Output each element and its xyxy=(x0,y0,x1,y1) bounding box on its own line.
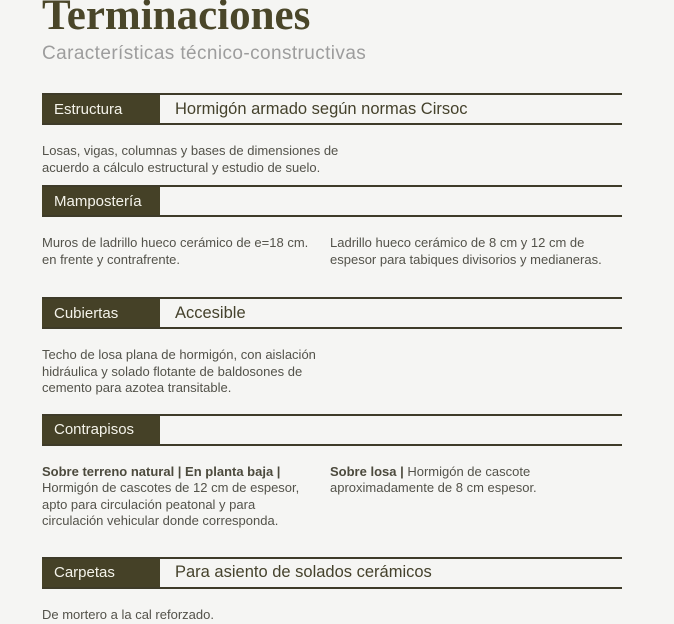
page-title: Terminaciones xyxy=(42,0,311,39)
section-label: Estructura xyxy=(42,95,160,123)
section-body xyxy=(42,347,622,397)
body-paragraph: Losas, vigas, columnas y bases de dimensiones de acuerdo a cálculo estructural y estudio de suelo. xyxy=(42,143,339,175)
section-label: Contrapisos xyxy=(42,416,160,444)
body-column-right xyxy=(330,464,622,530)
body-column-left: Muros de ladrillo hueco cerámico de e=18 cm. en frente y contrafrente. xyxy=(42,235,309,267)
body-text: Hormigón de cascotes de 12 cm de espesor, apto para circulación peatonal y para circulación vehicular donde corresponda. xyxy=(42,480,300,528)
section-header-bar xyxy=(42,414,622,446)
section-label: Mampostería xyxy=(42,187,160,215)
body-lead-bold: Sobre losa | xyxy=(330,463,408,479)
section-bar-title: Para asiento de solados cerámicos xyxy=(175,563,432,581)
section-mamposteria xyxy=(42,185,622,268)
section-header-bar xyxy=(42,93,622,125)
section-body xyxy=(42,607,622,624)
body-paragraph: De mortero a la cal reforzado. xyxy=(42,606,214,622)
body-column-left xyxy=(42,464,330,530)
section-body xyxy=(42,143,622,176)
section-body xyxy=(42,464,622,530)
section-label: Cubiertas xyxy=(42,299,160,327)
body-paragraph: Techo de losa plana de hormigón, con aislación hidráulica y solado flotante de baldosones de cemento para azotea transitable. xyxy=(42,347,316,395)
section-header-bar xyxy=(42,297,622,329)
section-bar-title: Accesible xyxy=(175,303,246,322)
body-column-right: Ladrillo hueco cerámico de 8 cm y 12 cm de espesor para tabiques divisorios y medianeras. xyxy=(330,235,602,267)
page-subtitle: Características técnico-constructivas xyxy=(42,43,367,64)
section-estructura xyxy=(42,93,622,176)
section-header-bar xyxy=(42,185,622,217)
section-cubiertas xyxy=(42,297,622,397)
body-lead-bold: Sobre terreno natural | En planta baja | xyxy=(42,463,281,479)
section-bar-title: Hormigón armado según normas Cirsoc xyxy=(175,99,468,118)
section-bar-title xyxy=(160,416,175,444)
body-text: Hormigón de cascote aproximadamente de 8 cm espesor. xyxy=(330,463,537,495)
section-label: Carpetas xyxy=(42,559,160,587)
section-bar-title xyxy=(160,187,175,215)
section-contrapisos xyxy=(42,414,622,530)
section-carpetas xyxy=(42,557,622,624)
section-header-bar xyxy=(42,557,622,589)
section-body xyxy=(42,235,622,268)
